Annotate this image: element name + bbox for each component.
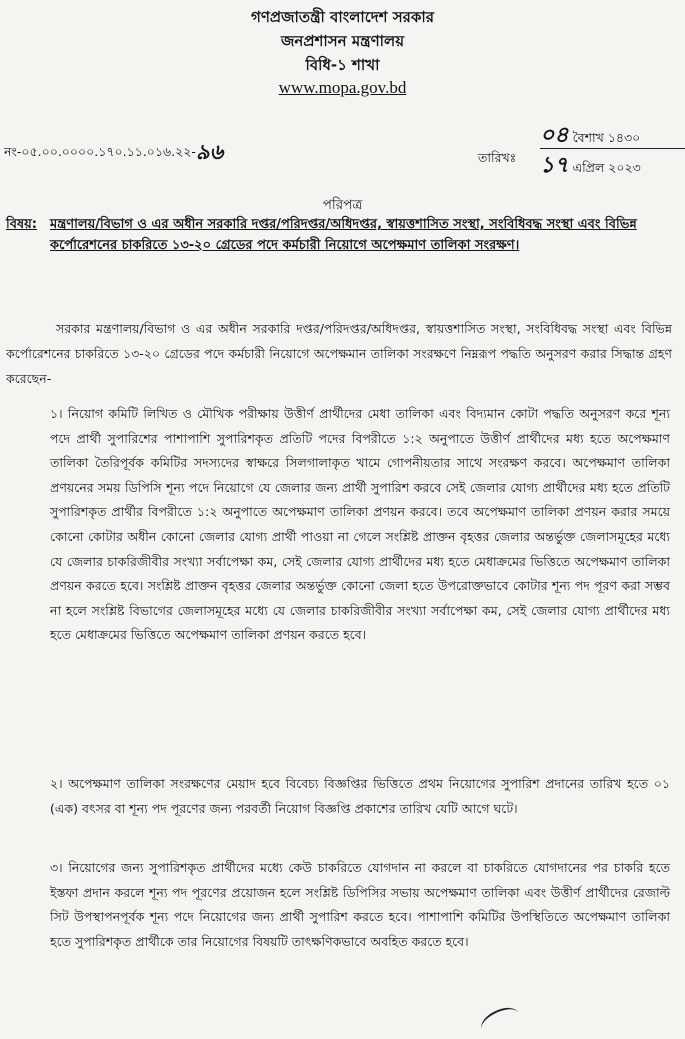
paragraph-1: ১। নিয়োগ কমিটি লিখিত ও মৌখিক পরীক্ষায় উত্তীর্ণ প্রার্থীদের মেধা তালিকা এবং বিদ্যমান কোটা পদ্ধতি অনুসরণ করে শূন্য পদে প্রার্থী সুপারিশের পাশাপাশি সুপারিশকৃত প্রতিটি পদের বিপরীতে ১:২ অনুপাতে উত্তীর্ণ প্রার্থীদের মধ্য হতে অপেক্ষমাণ তালিকা তৈরিপূর্বক কমিটির সদস্যদের স্বাক্ষরে সিলগালাকৃত খামে গোপনীয়তার সাথে সংরক্ষণ করবে। অপেক্ষমাণ তালিকা প্রণয়নের সময় ডিপিসি শূন্য পদে নিয়োগে যে জেলার জন্য প্রার্থী সুপারিশ করবে সেই জেলার যোগ্য প্রার্থীদের মধ্য হতে প্রতিটি সুপারিশকৃত প্রার্থীর বিপরীতে ১:২ অনুপাতে অপেক্ষমাণ তালিকা প্রণয়ন করবে। তবে অপেক্ষমাণ তালিকা প্রণয়ন করার সময়ে কোনো কোটার অধীন কোনো জেলার যোগ্য প্রার্থী পাওয়া না গেলে সংশ্লিষ্ট প্রাক্তন বৃহত্তর জেলার অন্তর্ভুক্ত জেলাসমূহের মধ্যে যে জেলার চাকরিজীবীর সংখ্যা সর্বাপেক্ষা কম, সেই জেলার যোগ্য প্রার্থীদের মধ্য হতে মেধাক্রমের ভিত্তিতে অপেক্ষমাণ তালিকা প্রণয়ন করতে হবে। সংশ্লিষ্ট প্রাক্তন বৃহত্তর জেলার অন্তর্ভুক্ত কোনো জেলা হতে উপরোক্তভাবে কোটার শূন্য পদ পূরণ করা সম্ভব না হলে সংশ্লিষ্ট বিভাগের জেলাসমূহের মধ্যে যে জেলার চাকরিজীবীর সংখ্যা সর্বাপেক্ষা কম, সেই জেলার যোগ্য প্রার্থীদের মধ্য হতে মেধাক্রমের ভিত্তিতে অপেক্ষমাণ তালিকা প্রণয়ন করতে হবে।	[50, 406, 670, 643]
signature-mark	[477, 1003, 523, 1039]
subject-label-wrap	[6, 214, 37, 235]
date-bangla-day: ০৪	[540, 122, 569, 148]
date-english-month-year: এপ্রিল ২০২৩	[572, 160, 641, 175]
website-line	[0, 78, 685, 98]
date-bangla	[540, 118, 685, 148]
subject-text: মন্ত্রণালয়/বিভাগ ও এর অধীন সরকারি দপ্তর/পরিদপ্তর/অধিদপ্তর, স্বায়ত্তশাসিত সংস্থা, সংবিধিবদ্ধ সংস্থা এবং বিভিন্ন কর্পোরেশনের চাকরিতে ১৩-২০ গ্রেডের পদে কর্মচারী নিয়োগে অপেক্ষমাণ তালিকা সংরক্ষণ।	[50, 217, 637, 253]
memo-number	[4, 136, 223, 171]
memo-handwritten-number: ৯৬	[195, 139, 224, 164]
date-bangla-month-year: বৈশাখ ১৪৩০	[572, 130, 641, 145]
date-english	[540, 148, 685, 178]
date-divider	[540, 148, 685, 149]
subject-block	[6, 214, 678, 256]
government-heading: গণপ্রজাতন্ত্রী বাংলাদেশ সরকার	[251, 8, 434, 26]
paragraph-3: ৩। নিয়োগের জন্য সুপারিশকৃত প্রার্থীদের মধ্যে কেউ চাকরিতে যোগদান না করলে বা চাকরিতে যোগদানের পর চাকরি হতে ইস্তফা প্রদান করলে শূন্য পদ পূরণের প্রয়োজন হলে সংশ্লিষ্ট ডিপিসির সভায় অপেক্ষমাণ তালিকা এবং উত্তীর্ণ প্রার্থীদের রেজাল্ট সিট উপস্থাপনপূর্বক শূন্য পদে নিয়োগের জন্য প্রার্থী সুপারিশ করতে হবে। পাশাপাশি কমিটির উপস্থিতিতে অপেক্ষমাণ তালিকা হতে সুপারিশকৃত প্রার্থীকে তার নিয়োগের বিষয়টি তাৎক্ষণিকভাবে অবহিত করতে হবে।	[50, 860, 670, 949]
ministry-heading: জনপ্রশাসন মন্ত্রণালয়	[280, 32, 405, 50]
intro-paragraph: সরকার মন্ত্রণালয়/বিভাগ ও এর অধীন সরকারি দপ্তর/পরিদপ্তর/অধিদপ্তর, স্বায়ত্তশাসিত সংস্থা, সংবিধিবদ্ধ সংস্থা এবং বিভিন্ন কর্পোরেশনের চাকরিতে ১৩-২০ গ্রেডের পদে কর্মচারী নিয়োগে অপেক্ষমান তালিকা সংরক্ষণে নিম্নরূপ পদ্ধতি অনুসরণ করার সিদ্ধান্ত গ্রহণ করেছেন-	[6, 321, 672, 386]
website-link[interactable]: www.mopa.gov.bd	[278, 78, 407, 97]
paragraph-2: ২। অপেক্ষমাণ তালিকা সংরক্ষণের মেয়াদ হবে বিবেচ্য বিজ্ঞপ্তির ভিত্তিতে প্রথম নিয়োগের সুপারিশ প্রদানের তারিখ হতে ০১ (এক) বৎসর বা শূন্য পদ পূরণের জন্য পরবর্তী নিয়োগ বিজ্ঞপ্তি প্রকাশের তারিখ যেটি আগে ঘটে।	[50, 776, 670, 816]
date-label: তারিখঃ	[478, 150, 517, 165]
memo-prefix: নং-০৫.০০.০০০০.১৭০.১১.০১৬.২২-	[4, 144, 196, 159]
subject-label: বিষয়:	[6, 217, 37, 232]
date-english-day: ১৭	[540, 152, 569, 178]
branch-heading: বিধি-১ শাখা	[305, 56, 380, 74]
document-title: পরিপত্র	[322, 197, 363, 213]
